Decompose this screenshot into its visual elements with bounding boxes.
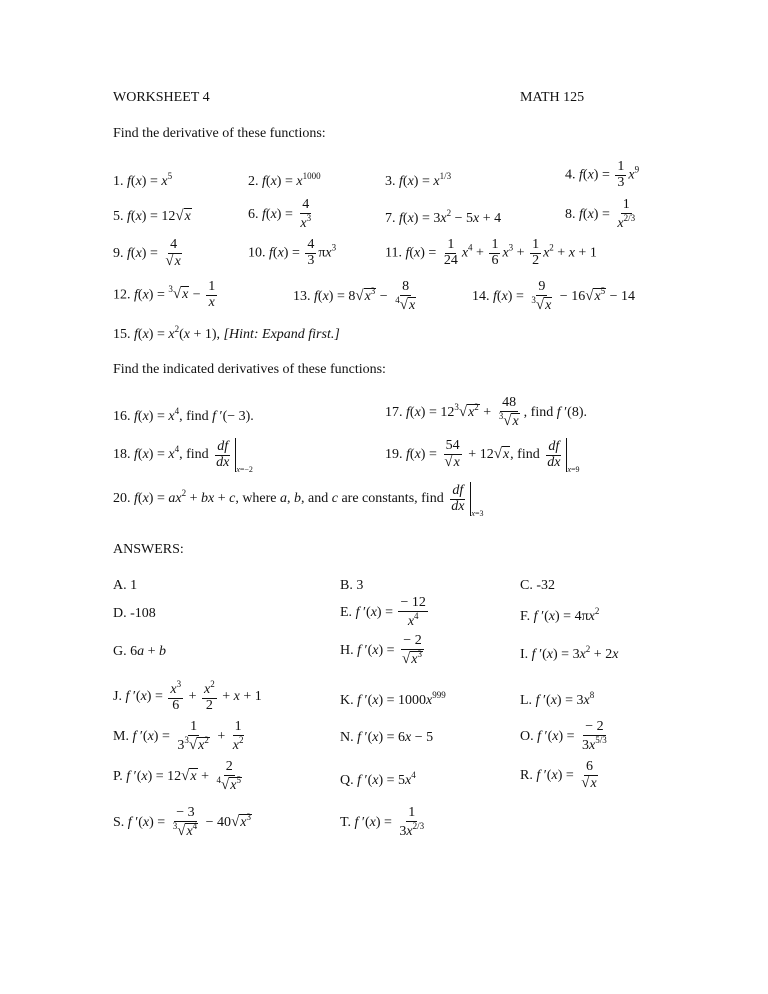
answer-n: N. f ′(x) = 6x − 5: [340, 730, 434, 745]
problem-4: 4. f(x) = $\frac{1}{3}$ $x^9$: [565, 159, 640, 190]
answer-q: Q. f $'(x) = 5x^4$: [340, 770, 416, 788]
answer-h: H. f ′(x) = $\frac{- 2}{√x^3}$: [340, 633, 422, 667]
problem-14: 14. f(x) = $\frac{9}{^3√x}$ − $16√x^5 - 14$: [472, 279, 636, 313]
answer-i: I. f $'(x) = 3x^2 + 2x$: [520, 644, 619, 662]
answer-d: D. -108: [113, 606, 156, 621]
answer-m: M. f ′(x) = $\frac{1}{3^3√x^2}$ + $\frac{1}{x^2}$: [113, 719, 244, 753]
problem-1: 1. $f(x) = x^5$: [113, 171, 173, 189]
problem-15: 15. $f(x) = x^2(x + 1)$, [Hint: Expand first.]: [113, 324, 340, 342]
answer-c: C. -32: [520, 578, 556, 593]
answer-o: O. f ′(x) = $\frac{- 2}{3x^{5/3}}$: [520, 719, 607, 753]
problem-5: 5. f(x) = 12√x: [113, 208, 191, 224]
problem-20: 20. $f(x) = ax^2$ + bx + c, where a, b, and c are constants, find $\frac{df}{dx}$ $_{x=3}$: [113, 482, 484, 519]
problem-16: 16. $f(x) = x^4$, find f ′(− 3).: [113, 406, 254, 424]
problem-17: 17. $f(x) = 12^3√x^2$ + $\frac{48}{^3√x}$ , find f ′(8).: [385, 395, 587, 429]
answer-t: T. f ′(x) = $\frac{1}{3x^{2/3}}$: [340, 805, 425, 839]
problem-12: 12. f(x) = $^3$√x − $\frac{1}{x}$: [113, 279, 216, 310]
problem-15-hint: [Hint: Expand first.]: [223, 327, 340, 342]
problem-2: 2. $f(x) = x^{1000}$: [248, 171, 321, 189]
problem-18: 18. $f(x) = x^4$, find $\frac{df}{dx}$ $_{x=-2}$: [113, 438, 253, 475]
problem-11: 11. f(x) = $\frac{1}{24}$ $x^4$ + $\frac{1}{6}$ $x^3$ + $\frac{1}{2}$ $x^2 + x + 1$: [385, 237, 597, 268]
answer-s: S. f ′(x) = $\frac{- 3}{^3√x^4}$ − $40√x^3$: [113, 805, 252, 839]
problem-9: 9. f(x) = $\frac{4}{√x}$: [113, 237, 181, 269]
answer-b: B. 3: [340, 578, 364, 593]
answer-e: E. f ′(x) = $\frac{- 12}{x^4}$: [340, 595, 426, 629]
answer-j: J. f ′(x) = $\frac{x^3}{6}$ + $\frac{x^2}{2}$ + x + 1: [113, 679, 262, 713]
answer-k: K. f $'(x) = 1000x^{999}$: [340, 690, 446, 708]
problem-13: 13. $f(x) = 8√x^3$ − $\frac{8}{^4√x}$: [293, 279, 416, 313]
answers-heading: ANSWERS:: [113, 542, 184, 557]
answer-l: L. f $'(x) = 3x^8$: [520, 690, 595, 708]
problem-7: 7. $f(x) = 3x^2 - 5x + 4$: [385, 208, 502, 226]
answer-a: A. 1: [113, 578, 138, 593]
worksheet-title: WORKSHEET 4: [113, 90, 210, 105]
problem-3: 3. $f(x) = x^{1/3}$: [385, 171, 452, 189]
problem-8: 8. f(x) = $\frac{1}{x^{2/3}}$: [565, 197, 636, 231]
problem-10: 10. f(x) = $\frac{4}{3}$ $\pi x^3$: [248, 237, 337, 268]
section-heading-derivatives: Find the derivative of these functions:: [113, 126, 326, 141]
problem-19: 19. f(x) = $\frac{54}{√x}$ + 12√x, find $\frac{df}{dx}$ $_{x=9}$: [385, 438, 580, 475]
answer-p: P. f ′(x) = 12√x + $\frac{2}{^4√x^5}$: [113, 759, 241, 793]
answer-g: G. 6a + b: [113, 644, 167, 659]
course-label: MATH 125: [520, 90, 585, 105]
problem-6: 6. f(x) = $\frac{4}{x^3}$: [248, 197, 312, 231]
section-heading-indicated: Find the indicated derivatives of these functions:: [113, 362, 386, 377]
answer-f: F. f $'(x) = 4\pi x^2$: [520, 606, 600, 624]
answer-r: R. f ′(x) = $\frac{6}{√x}$: [520, 759, 597, 791]
